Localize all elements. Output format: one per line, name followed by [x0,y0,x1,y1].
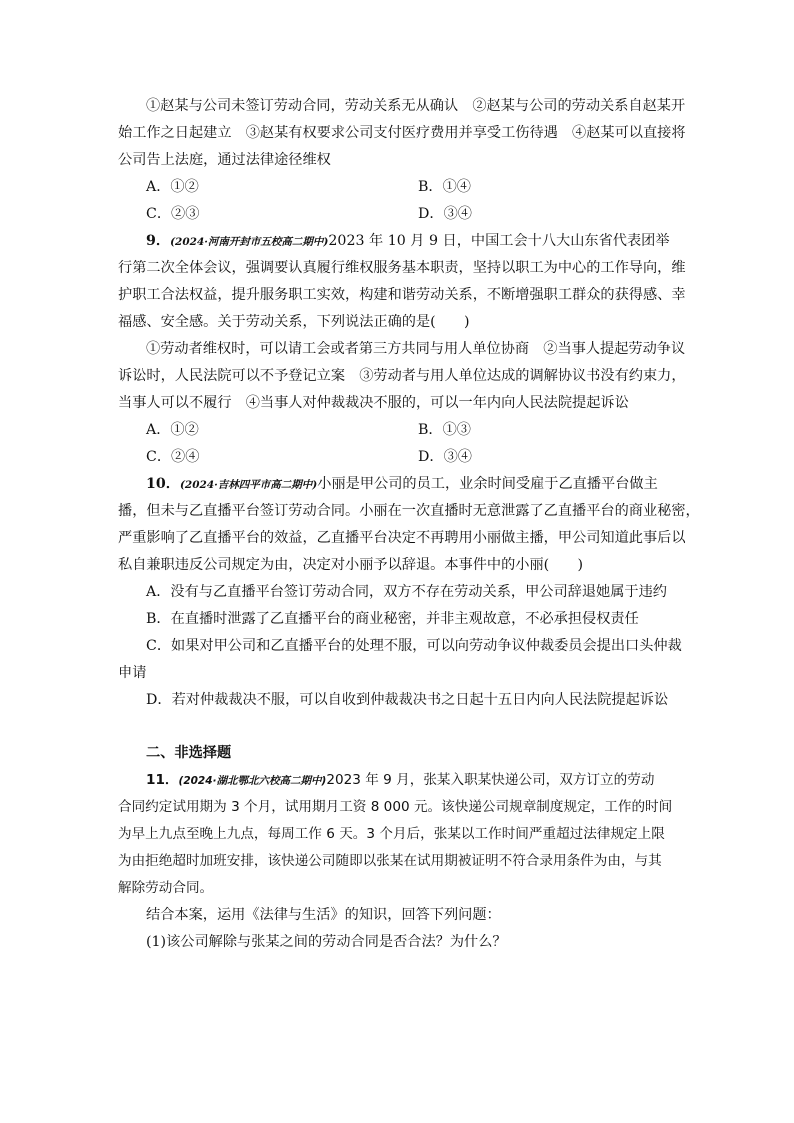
q11-prompt: 结合本案，运用《法律与生活》的知识，回答下列问题： [146,907,501,923]
q11-stem-text: 2023 年 9 月，张某入职某快递公司，双方订立的劳动 [326,772,655,788]
q10-number: 10． [146,476,180,492]
q11-stem-line-1 [146,770,654,791]
q9-option-a: A．①② [146,422,199,438]
q9-option-d: D．③④ [418,449,472,465]
q9-option-b: B．①③ [418,422,471,438]
q9-stem-text: 2023 年 10 月 9 日，中国工会十八大山东省代表团举 [328,233,670,249]
q9-statement-line-3: 当事人可以不履行 ④当事人对仲裁裁决不服的，可以一年内向人民法院提起诉讼 [118,395,629,411]
q11-stem-line-2: 合同约定试用期为 3 个月，试用期月工资 8 000 元。该快递公司规章制度规定，工作的时间 [118,799,673,815]
q9-number: 9． [146,233,171,249]
q9-statement-line-2: 诉讼时，人民法院可以不予登记立案 ③劳动者与用人单位达成的调解协议书没有约束力， [118,368,686,384]
q9-stem-line-1 [146,231,670,252]
q10-option-c-line-1: C．如果对甲公司和乙直播平台的处理不服，可以向劳动争议仲裁委员会提出口头仲裁 [146,638,682,654]
q9-stem-line-4: 福感、安全感。关于劳动关系，下列说法正确的是( ) [118,314,470,330]
q10-option-a: A．没有与乙直播平台签订劳动合同，双方不存在劳动关系，甲公司辞退她属于违约 [146,584,667,600]
q10-source: (2024·吉林四平市高二期中) [179,479,318,491]
q10-option-c-line-2: 申请 [118,665,147,681]
q10-option-d: D．若对仲裁裁决不服，可以自收到仲裁裁决书之日起十五日内向人民法院提起诉讼 [146,692,669,708]
q8-statement-line-3: 公司告上法庭，通过法律途径维权 [118,152,331,168]
q8-option-b: B．①④ [418,179,471,195]
q9-stem-line-2: 行第二次全体会议，强调要认真履行维权服务基本职责，坚持以职工为中心的工作导向，维 [118,260,686,276]
q11-subquestion-1: (1)该公司解除与张某之间的劳动合同是否合法？为什么？ [146,934,507,950]
section-heading: 二、非选择题 [146,745,232,761]
q10-option-b: B．在直播时泄露了乙直播平台的商业秘密，并非主观故意，不必承担侵权责任 [146,611,639,627]
q10-stem-line-2: 播，但未与乙直播平台签订劳动合同。小丽在一次直播时无意泄露了乙直播平台的商业秘密， [118,503,700,519]
q11-number: 11． [146,772,179,788]
q11-stem-line-4: 为由拒绝超时加班安排，该快递公司随即以张某在试用期被证明不符合录用条件为由，与其 [118,853,662,869]
q11-source: (2024·湖北鄂北六校高二期中) [178,775,327,787]
q11-stem-line-3: 为早上九点至晚上九点，每周工作 6 天。3 个月后，张某以工作时间严重超过法律规定上限 [118,826,665,842]
q10-stem-line-4: 私自兼职违反公司规定为由，决定对小丽予以辞退。本事件中的小丽( ) [118,557,584,573]
q10-stem-text: 小丽是甲公司的员工，业余时间受雇于乙直播平台做主 [317,476,658,492]
q8-statement-line-1: ①赵某与公司未签订劳动合同，劳动关系无从确认 ②赵某与公司的劳动关系自赵某开 [146,98,686,114]
q9-statement-line-1: ①劳动者维权时，可以请工会或者第三方共同与用人单位协商 ②当事人提起劳动争议 [146,341,686,357]
q8-option-d: D．③④ [418,206,472,222]
q8-statement-line-2: 始工作之日起建立 ③赵某有权要求公司支付医疗费用并享受工伤待遇 ④赵某可以直接将 [118,125,686,141]
q8-option-c: C．②③ [146,206,200,222]
q11-stem-line-5: 解除劳动合同。 [118,880,214,896]
q8-option-a: A．①② [146,179,199,195]
q9-source: (2024·河南开封市五校高二期中) [170,236,329,248]
q10-stem-line-3: 严重影响了乙直播平台的效益，乙直播平台决定不再聘用小丽做主播，甲公司知道此事后以 [118,530,686,546]
q9-option-c: C．②④ [146,449,200,465]
q10-stem-line-1 [146,474,658,495]
q9-stem-line-3: 护职工合法权益，提升服务职工实效，构建和谐劳动关系，不断增强职工群众的获得感、幸 [118,287,686,303]
